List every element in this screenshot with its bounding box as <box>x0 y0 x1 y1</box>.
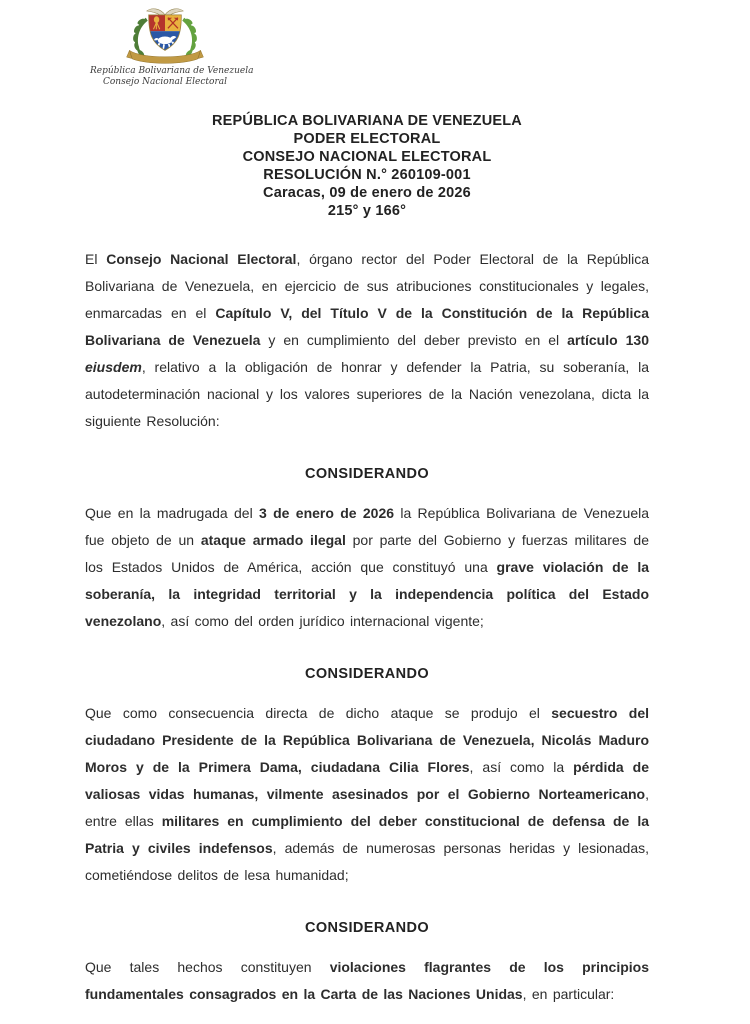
resolution-content <box>85 112 649 1008</box>
text-run: por parte del Gobierno y fuerzas militares de los Estados Unidos de América, acción que constituyó una <box>85 532 650 575</box>
text-run: ataque armado ilegal <box>200 532 346 548</box>
resolution-paragraph <box>85 700 649 889</box>
text-run: secuestro del ciudadano Presidente de la República Bolivariana de Venezuela, Nicolás Maduro Moros y de la Primera Dama, ciudadana Cilia Flores <box>85 705 649 775</box>
title-resolution-number: RESOLUCIÓN N.° 260109-001 <box>263 167 471 183</box>
text-run: militares en cumplimiento del deber constitucional de defensa de la Patria y civiles indefensos <box>85 813 650 856</box>
venezuela-coat-of-arms-icon <box>117 5 213 65</box>
text-run: Consejo Nacional Electoral <box>106 251 297 267</box>
text-run: El <box>85 251 107 267</box>
letterhead <box>90 5 254 88</box>
text-run: Que como consecuencia directa de dicho ataque se produjo el <box>85 705 552 721</box>
text-run: Que en la madrugada del <box>85 505 260 521</box>
letterhead-org-line2: Consejo Nacional Electoral <box>103 77 227 87</box>
text-run: Que tales hechos constituyen <box>85 959 330 975</box>
text-run: , en particular: <box>522 986 615 1002</box>
text-run: , entre ellas <box>85 786 649 829</box>
text-run: CONSIDERANDO <box>304 920 430 936</box>
text-run: eiusdem <box>85 359 142 375</box>
considerando-heading <box>85 461 649 488</box>
title-consejo-nacional-electoral: CONSEJO NACIONAL ELECTORAL <box>242 149 492 165</box>
shield <box>149 15 182 52</box>
text-run: CONSIDERANDO <box>304 666 430 682</box>
text-run: grave violación de la soberanía, la integridad territorial y la independencia política del Estado venezolano <box>85 559 649 629</box>
title-block <box>85 112 649 220</box>
resolution-paragraph <box>85 246 649 435</box>
considerando-heading <box>85 661 649 688</box>
title-anniversary-years: 215° y 166° <box>327 203 407 219</box>
title-date-line: Caracas, 09 de enero de 2026 <box>263 185 471 201</box>
text-run: pérdida de valiosas vidas humanas, vilmente asesinados por el Gobierno Norteamericano <box>85 759 649 802</box>
text-run: violaciones flagrantes de los principios fundamentales consagrados en la Carta de las Naciones Unidas <box>85 959 649 1002</box>
text-run: artículo 130 <box>567 332 649 348</box>
text-run: , así como la <box>469 759 574 775</box>
text-run: Capítulo V, del Título V de la Constitución de la República Bolivariana de Venezuela <box>85 305 649 348</box>
palm-branch <box>182 18 197 58</box>
text-run: , órgano rector del Poder Electoral de la República Bolivariana de Venezuela, en ejercicio de sus atribuciones constitucionales y legales, enmarcadas en el <box>85 251 649 321</box>
text-run: , así como del orden jurídico internacional vigente; <box>161 613 484 629</box>
title-republic: REPÚBLICA BOLIVARIANA DE VENEZUELA <box>212 113 522 129</box>
text-run: y en cumplimiento del deber previsto en el <box>260 332 568 348</box>
letterhead-org-line1: República Bolivariana de Venezuela <box>90 66 254 76</box>
resolution-paragraph <box>85 954 649 1008</box>
text-run: la República Bolivariana de Venezuela fue objeto de un <box>85 505 649 548</box>
olive-branch <box>133 18 148 58</box>
text-run: , relativo a la obligación de honrar y defender la Patria, su soberanía, la autodeterminación nacional y los valores superiores de la Nación venezolana, dicta la siguiente Resolución: <box>85 359 649 429</box>
text-run: , además de numerosas personas heridas y lesionadas, cometiéndose delitos de lesa humanidad; <box>85 840 649 883</box>
text-run: CONSIDERANDO <box>304 466 430 482</box>
title-poder-electoral: PODER ELECTORAL <box>293 131 441 147</box>
resolution-body <box>85 246 649 1008</box>
resolution-paragraph <box>85 500 649 635</box>
text-run: 3 de enero de 2026 <box>259 505 395 521</box>
considerando-heading <box>85 915 649 942</box>
